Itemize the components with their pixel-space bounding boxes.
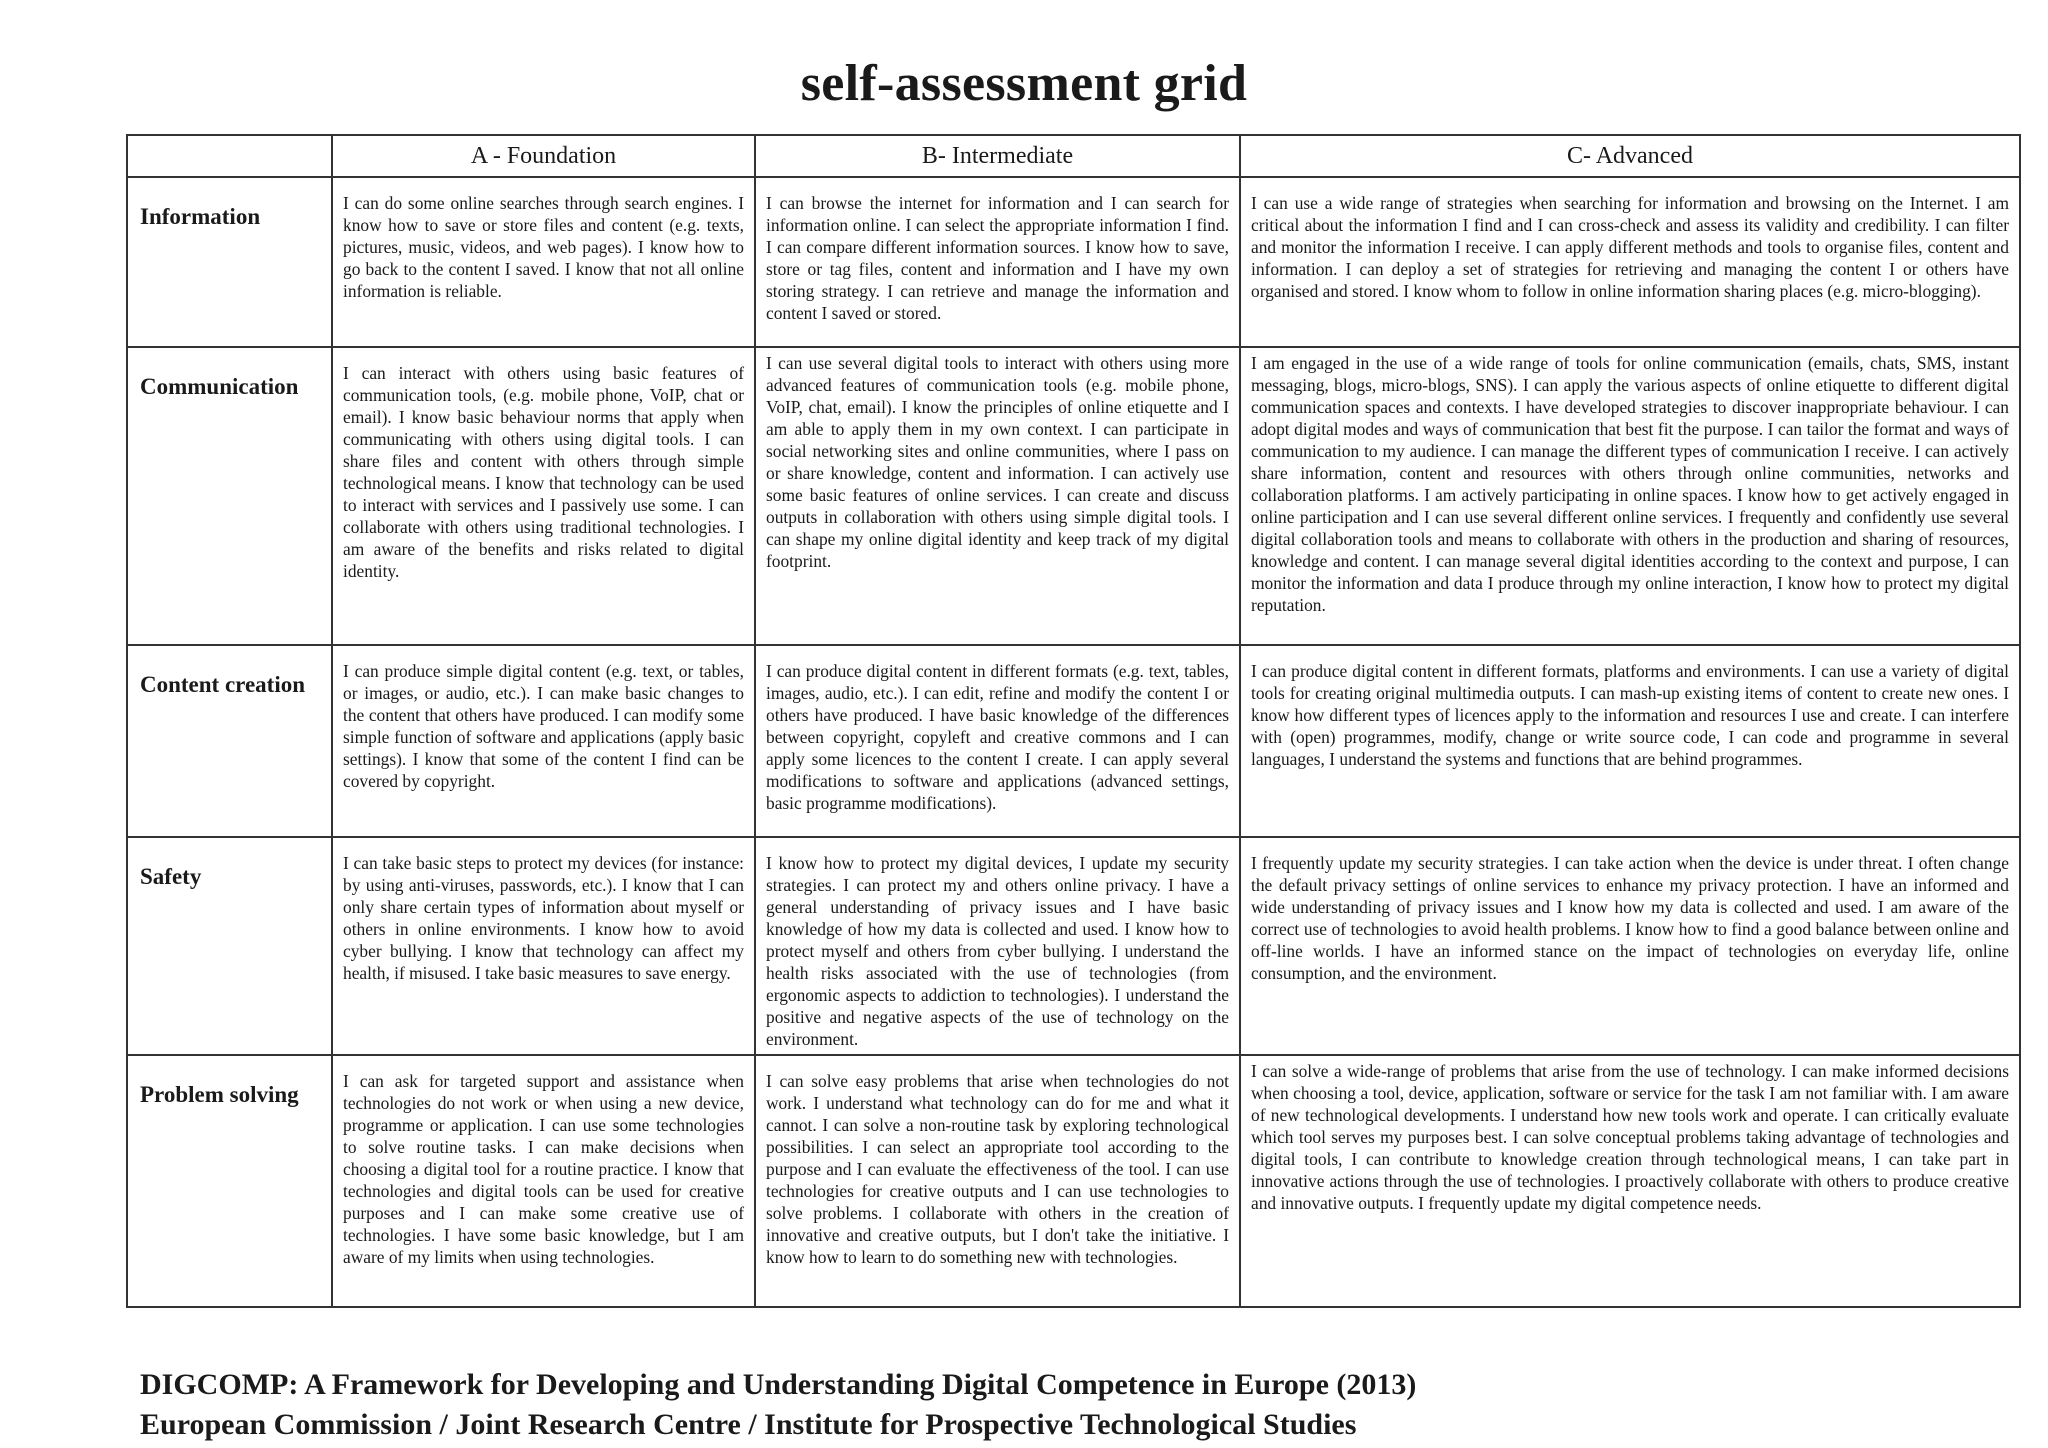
cell-text: I know how to protect my digital devices, I update my security strategies. I can protect my and others online privacy. I have a general understanding of privacy issues and I have basic knowledge of how my data is collected and used. I know how to protect myself and others from cyber bullying. I understand the health risks associated with the use of technologies (from ergonomic aspects to addiction to technologies). I understand the positive and negative aspects of the use of technology on the environment. [766, 853, 1229, 1049]
cell-information-advanced [1240, 177, 2020, 347]
header-advanced: C- Advanced [1240, 135, 2020, 177]
cell-text: I can use a wide range of strategies when searching for information and browsing on the Internet. I am critical about the information I find and I can cross-check and assess its validity and credibility. I can filter and monitor the information I receive. I can apply different methods and tools to organise files, content and information. I can deploy a set of strategies for retrieving and managing the content I or others have organised and stored. I know whom to follow in online information sharing places (e.g. micro-blogging). [1251, 193, 2009, 301]
cell-content-creation-intermediate [755, 645, 1240, 837]
cell-information-foundation [332, 177, 755, 347]
row-label-communication: Communication [127, 347, 332, 645]
cell-text: I can use several digital tools to interact with others using more advanced features of communication tools (e.g. mobile phone, VoIP, chat, email). I know the principles of online etiquette and I am able to apply them in my own context. I can participate in social networking sites and online communities, where I pass on or share knowledge, content and information. I can actively use some basic features of online services. I can create and discuss outputs in collaboration with others using simple digital tools. I can shape my online digital identity and keep track of my digital footprint. [766, 353, 1229, 571]
cell-text: I am engaged in the use of a wide range of tools for online communication (emails, chats, SMS, instant messaging, blogs, micro-blogs, SNS). I can apply the various aspects of online etiquette to different digital communication spaces and contexts. I have developed strategies to discover inappropriate behaviour. I can adopt digital modes and ways of communication that best fit the purpose. I can tailor the format and ways of communication to my audience. I can manage the different types of communication I receive. I can actively share information, content and resources with others through online communities, networks and collaboration platforms. I am actively participating in online spaces. I know how to get actively engaged in online participation and I can use several different online services. I frequently and confidently use several digital collaboration tools and means to collaborate with others in the production and sharing of resources, knowledge and content. I can manage several digital identities according to the context and purpose, I can monitor the information and data I produce through my online interaction, I know how to protect my digital reputation. [1251, 353, 2009, 615]
cell-safety-foundation [332, 837, 755, 1055]
cell-safety-advanced [1240, 837, 2020, 1055]
cell-text: I can browse the internet for information and I can search for information online. I can select the appropriate information I find. I can compare different information sources. I know how to save, store or tag files, content and information and I have my own storing strategy. I can retrieve and manage the information and content I saved or stored. [766, 193, 1229, 323]
cell-text: I can solve a wide-range of problems that arise from the use of technology. I can make informed decisions when choosing a tool, device, application, software or service for the task I am not familiar with. I am aware of new technological developments. I understand how new tools work and operate. I can critically evaluate which tool serves my purposes best. I can solve conceptual problems taking advantage of technologies and digital tools, I can contribute to knowledge creation through technological means, I can take part in innovative actions through the use of technologies. I proactively collaborate with others to produce creative and innovative outputs. I frequently update my digital competence needs. [1251, 1061, 2009, 1213]
cell-text: I frequently update my security strategies. I can take action when the device is under threat. I often change the default privacy settings of online services to enhance my privacy protection. I have an informed and wide understanding of privacy issues and I know how my data is collected and used. I am aware of the correct use of technologies to avoid health problems. I know how to find a good balance between online and off-line worlds. I have an informed stance on the impact of technologies on everyday life, online consumption, and the environment. [1251, 853, 2009, 983]
cell-communication-intermediate [755, 347, 1240, 645]
row-communication [127, 347, 2020, 645]
cell-text: I can take basic steps to protect my devices (for instance: by using anti-viruses, passwords, etc.). I know that I can only share certain types of information about myself or others in online environments. I know how to avoid cyber bullying. I know that technology can affect my health, if misused. I take basic measures to save energy. [343, 853, 744, 983]
row-label-content-creation: Content creation [127, 645, 332, 837]
citation-line-1: DIGCOMP: A Framework for Developing and Understanding Digital Competence in Europe (2013) [140, 1368, 1417, 1401]
citation-line-2: European Commission / Joint Research Centre / Institute for Prospective Technological Studies [140, 1408, 1357, 1441]
self-assessment-grid [126, 134, 2021, 1308]
header-row [127, 135, 2020, 177]
cell-communication-advanced [1240, 347, 2020, 645]
cell-text: I can interact with others using basic features of communication tools, (e.g. mobile phone, VoIP, chat or email). I know basic behaviour norms that apply when communicating with others using digital tools. I can share files and content with others through simple technological means. I know that technology can be used to interact with services and I passively use some. I can collaborate with others using traditional technologies. I am aware of the benefits and risks related to digital identity. [343, 363, 744, 581]
header-empty-cell [127, 135, 332, 177]
cell-problem-solving-foundation [332, 1055, 755, 1307]
header-intermediate: B- Intermediate [755, 135, 1240, 177]
source-citation [140, 1365, 1416, 1445]
row-label-safety: Safety [127, 837, 332, 1055]
header-foundation: A - Foundation [332, 135, 755, 177]
cell-problem-solving-intermediate [755, 1055, 1240, 1307]
cell-information-intermediate [755, 177, 1240, 347]
cell-text: I can produce digital content in different formats (e.g. text, tables, images, audio, etc.). I can edit, refine and modify the content I or others have produced. I have basic knowledge of the differences between copyright, copyleft and creative commons and I can apply some licences to the content I create. I can apply several modifications to software and applications (advanced settings, basic programme modifications). [766, 661, 1229, 813]
cell-text: I can ask for targeted support and assistance when technologies do not work or when using a new device, programme or application. I can use some technologies to solve routine tasks. I can make decisions when choosing a digital tool for a routine practice. I know that technologies and digital tools can be used for creative purposes and I can make some creative use of technologies. I have some basic knowledge, but I am aware of my limits when using technologies. [343, 1071, 744, 1267]
row-problem-solving [127, 1055, 2020, 1307]
row-content-creation [127, 645, 2020, 837]
row-label-problem-solving: Problem solving [127, 1055, 332, 1307]
cell-safety-intermediate [755, 837, 1240, 1055]
cell-text: I can produce simple digital content (e.g. text, or tables, or images, or audio, etc.). I can make basic changes to the content that others have produced. I can modify some simple function of software and applications (apply basic settings). I know that some of the content I find can be covered by copyright. [343, 661, 744, 791]
cell-content-creation-foundation [332, 645, 755, 837]
cell-text: I can solve easy problems that arise when technologies do not work. I understand what technology can do for me and what it cannot. I can solve a non-routine task by exploring technological possibilities. I can select an appropriate tool according to the purpose and I can evaluate the effectiveness of the tool. I can use technologies for creative outputs and I can use technologies to solve problems. I collaborate with others in the creation of innovative and creative outputs, but I don't take the initiative. I know how to learn to do something new with technologies. [766, 1071, 1229, 1267]
cell-content-creation-advanced [1240, 645, 2020, 837]
page-title: self-assessment grid [800, 55, 1248, 112]
cell-problem-solving-advanced [1240, 1055, 2020, 1307]
row-label-information: Information [127, 177, 332, 347]
cell-communication-foundation [332, 347, 755, 645]
row-information [127, 177, 2020, 347]
cell-text: I can do some online searches through search engines. I know how to save or store files and content (e.g. texts, pictures, music, videos, and web pages). I know how to go back to the content I saved. I know that not all online information is reliable. [343, 193, 744, 301]
cell-text: I can produce digital content in different formats, platforms and environments. I can use a variety of digital tools for creating original multimedia outputs. I can mash-up existing items of content to create new ones. I know how different types of licences apply to the information and resources I use and create. I can interfere with (open) programmes, modify, change or write source code, I can code and programme in several languages, I understand the systems and functions that are behind programmes. [1251, 661, 2009, 769]
row-safety [127, 837, 2020, 1055]
